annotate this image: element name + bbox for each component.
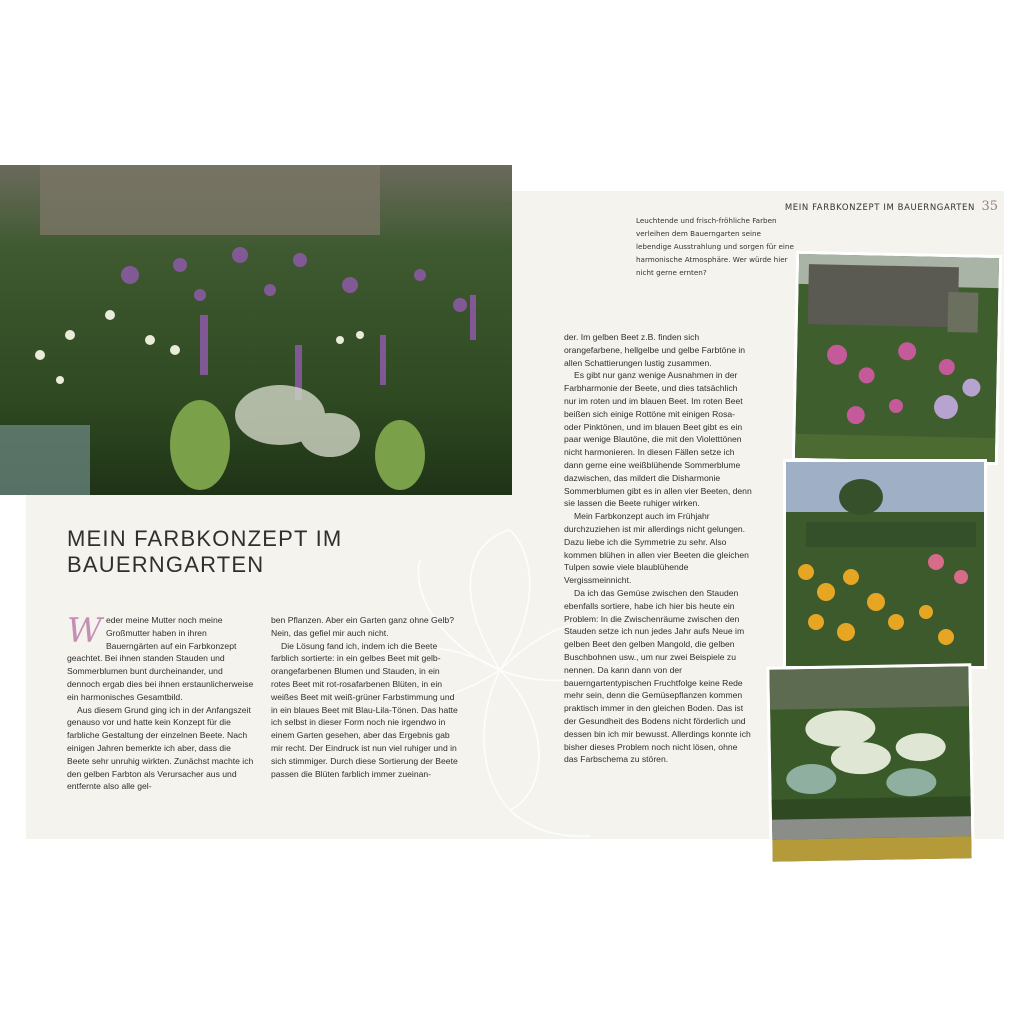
red-bed-photo: [795, 254, 999, 462]
paragraph-7: Mein Farbkonzept auch im Frühjahr durchzuziehen ist mir allerdings nicht gelungen. Dazu liebe ich die Symmetrie zu sehr. Also kommen blühen in allen vier Beeten die gleichen Tulpen sowie viele blaublühende Vergissmeinnicht.: [564, 511, 749, 586]
text-column-1: [67, 611, 255, 793]
running-head: [785, 203, 975, 213]
text-column-2: [271, 614, 459, 780]
paragraph-5: der. Im gelben Beet z.B. finden sich orangefarbene, hellgelbe und gelbe Farbtöne in allen Schattierungen lustig zusammen.: [564, 332, 746, 368]
paragraph-2: Aus diesem Grund ging ich in der Anfangszeit genauso vor und hatte kein Konzept für die farbliche Gestaltung der einzelnen Beete. Nach einigen Jahren bemerkte ich aber, dass die Beete sehr unruhig wirkten. Zunächst machte ich den gelben Farbton als Verursacher aus und entfernte also alle gel-: [67, 704, 254, 792]
paragraph-3: ben Pflanzen. Aber ein Garten ganz ohne Gelb? Nein, das gefiel mir auch nicht.: [271, 615, 454, 638]
paragraph-1-text: eder meine Mutter noch meine Großmutter haben in ihren Bauerngärten auf ein Farbkonzept geachtet. Bei ihnen standen Stauden und Sommerblumen bunt durcheinander, und dennoch ergab dies bei ihnen erstaunlicherweise ein harmonisches Gesamtbild.: [67, 615, 254, 702]
dropcap: W: [67, 611, 102, 651]
paragraph-4: Die Lösung fand ich, indem ich die Beete farblich sortierte: in ein gelbes Beet mit gelb-orangefarbenen Blumen und Stauden, in ein rotes Beet mit rot-rosafarbenen Blüten, in ein weißes Beet mit weiß-grüner Farbstimmung und in ein blaues Beet mit Blau-Lila-Tönen. Das hatte ich selbst in dieser Form noch nie irgendwo in einem Garten gesehen, aber das Ergebnis gab mir recht. Der Eindruck ist nun viel ruhiger und in sich stimmiger. Durch diese Sortierung der Beete passen die Blüten farblich immer zueinan-: [271, 640, 458, 779]
running-head-title: MEIN FARBKONZEPT IM BAUERNGARTEN: [784, 203, 975, 213]
page-number: 35: [981, 199, 998, 214]
paragraph-1: [67, 611, 255, 704]
paragraph-6: Es gibt nur ganz wenige Ausnahmen in der Farbharmonie der Beete, und dies tatsächlich nur im roten und im blauen Beet. Im roten Beet beißen sich einige Rottöne mit einigen Rosa- oder Pinktönen, und im blauen Beet gibt es ein paar wenige Blautöne, die mit den Violetttönen nicht harmonieren. In diesen Fällen setze ich dann gerne eine weißblühende Sommerblume dazwischen, das mildert die Disharmonie Sommerblumen gibt es in allen vier Beeten, denn sie lassen die Beete ruhiger wirken.: [564, 370, 752, 509]
chapter-heading: MEIN FARBKONZEPT IM BAUERNGARTEN: [67, 526, 343, 577]
hero-garden-photo: [0, 165, 512, 495]
yellow-bed-photo: [786, 462, 984, 666]
photo-caption: Leuchtende und frisch-fröhliche Farben verleihen dem Bauerngarten seine lebendige Ausstrahlung und sorgen für eine harmonische Atmosphäre. Wer würde hier nicht gerne ernten?: [636, 216, 794, 277]
paragraph-8: Da ich das Gemüse zwischen den Stauden ebenfalls sortiere, habe ich hier bis heute ein Problem: In die Zwischenräume zwischen den Stauden setze ich nun jedes Jahr aufs Neue im gelben Beet den gelben Mangold, die gelben Buschbohnen usw., um nur zwei Beispiele zu nennen. Da kann dann von der bauerngartentypischen Fruchtfolge keine Rede mehr sein, denn die Gemüsepflanzen kommen praktisch immer in den gleichen Boden. Das ist der Gesundheit des Bodens nicht förderlich und dessen bin ich mir bewusst. Allerdings konnte ich bisher dieses Problem noch nicht lösen, ohne das Farbschema zu stören.: [564, 587, 751, 765]
text-column-3: [564, 331, 752, 766]
white-bed-photo: [769, 666, 971, 861]
